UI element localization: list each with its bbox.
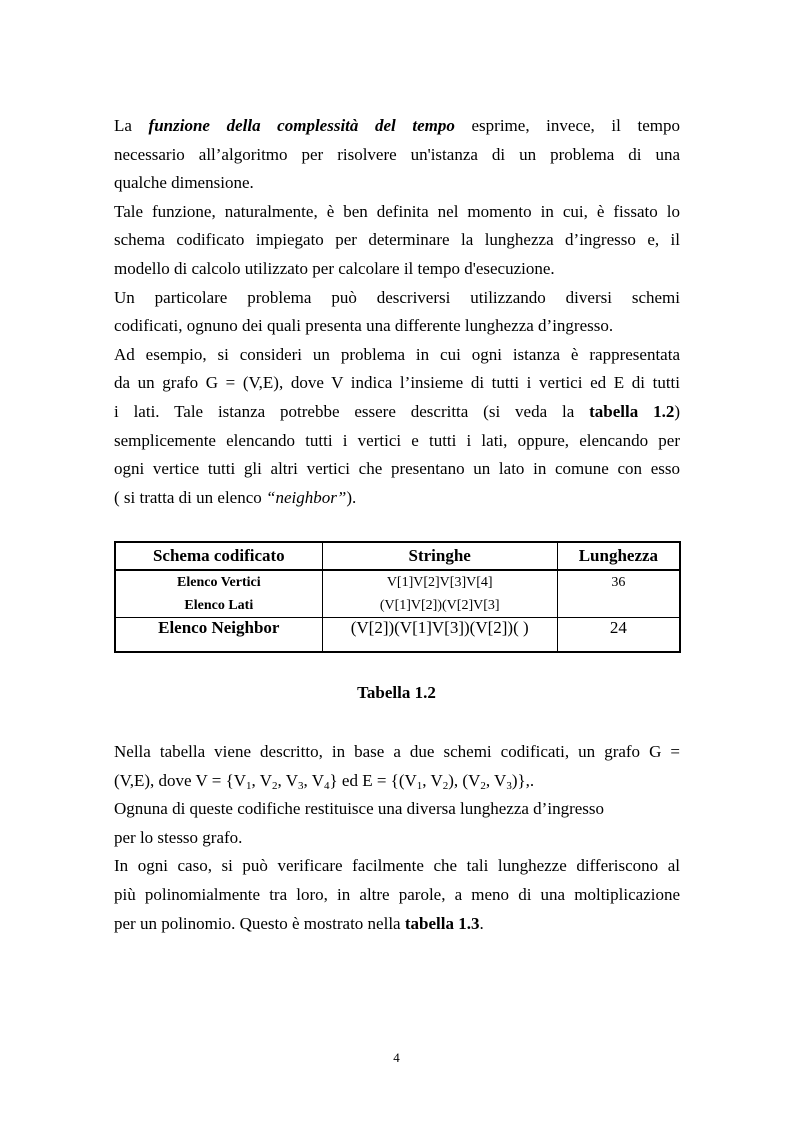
page-number: 4 [393, 1050, 400, 1065]
text-line: In ogni caso, si può verificare facilmente che tali lunghezze differiscono al [114, 856, 680, 876]
text-line: schema codificato impiegato per determinare la lunghezza d’ingresso e, il [114, 230, 680, 250]
cell-strings: (V[2])(V[1]V[3])(V[2])( ) [322, 618, 557, 653]
cell-strings [322, 570, 557, 618]
cell-schema [115, 570, 322, 618]
text-line: più polinomialmente tra loro, in altre parole, a meno di una moltiplicazione [114, 884, 680, 904]
paragraph-complexity [114, 112, 680, 512]
cell-length: 24 [557, 618, 680, 653]
table-row [115, 570, 680, 618]
string-vertices: V[1]V[2]V[3]V[4] [386, 575, 493, 590]
emphasized-term: “neighbor” [266, 487, 347, 507]
text-line: ogni vertice tutti gli altri vertici che presentano un lato in comune con esso [114, 459, 680, 479]
header-strings: Stringhe [322, 542, 557, 570]
encoding-table [114, 541, 681, 653]
text-line: Nella tabella viene descritto, in base a due schemi codificati, un grafo G = [114, 742, 680, 761]
table-reference: tabella 1.3 [404, 913, 480, 933]
text-line: semplicemente elencando tutti i vertici e tutti i lati, oppure, elencando per [114, 430, 680, 450]
text-line: La funzione della complessità del tempo esprime, invece, il tempo [114, 116, 680, 135]
cell-schema: Elenco Neighbor [115, 618, 322, 653]
table-reference: tabella 1.2 [589, 401, 675, 421]
emphasized-term: funzione della complessità del tempo [148, 116, 455, 135]
cell-length [557, 570, 680, 618]
text-line: i lati. Tale istanza potrebbe essere descritta (si veda la tabella 1.2) [114, 401, 680, 421]
text-line: codificati, ognuno dei quali presenta una differente lunghezza d’ingresso. [114, 316, 614, 336]
text-line: Ad esempio, si consideri un problema in cui ogni istanza è rappresentata [114, 344, 680, 364]
text-line: necessario all’algoritmo per risolvere un'istanza di un problema di una [114, 144, 680, 164]
string-edges: (V[1]V[2])(V[2]V[3] [379, 598, 500, 613]
schema-vertices: Elenco Vertici [177, 575, 261, 590]
table-header-row [115, 542, 680, 570]
paragraph-encodings [114, 738, 680, 938]
text-line: modello di calcolo utilizzato per calcolare il tempo d'esecuzione. [114, 258, 555, 278]
text-line: Un particolare problema può descriversi utilizzando diversi schemi [114, 287, 680, 307]
text-line: per lo stesso grafo. [114, 827, 243, 847]
table-row [115, 618, 680, 653]
text-line: (V,E), dove $V = \{V_1$, $V_2$, $V_3$, $V_4$} ed $E = \{(V_1$, $V_2$), ($V_2$, $V_3$)},. [114, 770, 535, 792]
header-schema: Schema codificato [115, 542, 322, 570]
header-length: Lunghezza [557, 542, 680, 570]
length-value: 36 [611, 575, 626, 590]
text-line: per un polinomio. Questo è mostrato nella tabella 1.3. [114, 913, 484, 933]
schema-edges: Elenco Lati [184, 598, 254, 613]
text-line: Ognuna di queste codifiche restituisce una diversa lunghezza d’ingresso [114, 799, 605, 819]
table-caption: Tabella 1.2 [357, 683, 436, 702]
text-line: da un grafo G = (V,E), dove V indica l’insieme di tutti i vertici ed E di tutti [114, 373, 680, 393]
text-line: ( si tratta di un elenco “neighbor”). [114, 487, 357, 507]
text-line: qualche dimensione. [114, 173, 254, 193]
text-line: Tale funzione, naturalmente, è ben definita nel momento in cui, è fissato lo [114, 201, 680, 221]
